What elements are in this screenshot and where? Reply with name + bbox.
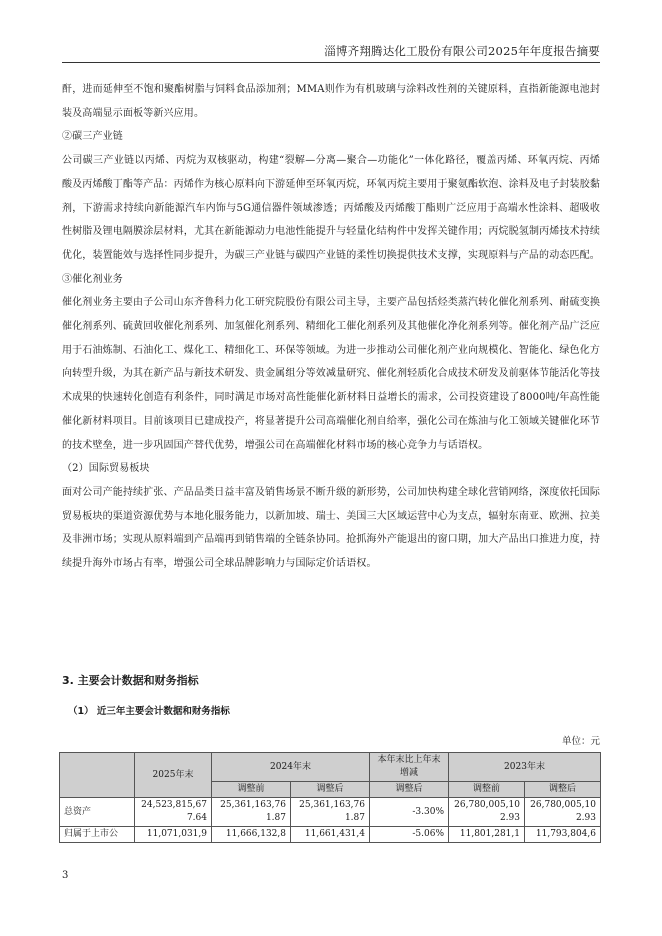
table-row — [60, 798, 601, 827]
body-text — [62, 78, 600, 576]
row-label: 归属于上市公 — [60, 827, 135, 843]
header-2024-after: 调整后 — [291, 782, 370, 798]
cell-2023-before: 26,780,005,102.93 — [449, 798, 525, 827]
header-divider — [62, 62, 600, 63]
cell-2023-after: 11,793,804,6 — [525, 827, 601, 843]
table-row — [60, 827, 601, 843]
row-label: 总资产 — [60, 798, 135, 827]
cell-2024-before: 25,361,163,761.87 — [212, 798, 291, 827]
header-change: 本年末比上年末增减 — [370, 753, 449, 782]
financial-table — [59, 752, 601, 843]
header-blank-cell — [60, 753, 135, 798]
header-2024: 2024年末 — [212, 753, 370, 782]
paragraph-catalyst: 催化剂业务主要由子公司山东齐鲁科力化工研究院股份有限公司主导，主要产品包括烃类蒸汽转化催化剂系列、耐硫变换催化剂系列、硫黄回收催化剂系列、加氢催化剂系列、精细化工催化剂系列及其他催化净化剂系列等。催化剂产品广泛应用于石油炼制、石油化工、煤化工、精细化工、环保等领域。为进一步推动公司催化剂产业向规模化、智能化、绿色化方向转型升级，为其在新产品与新技术研发、贵金属组分等效减量研究、催化剂轻质化合成技术研发及前驱体节能活化等技术成果的快速转化创造有利条件，同时满足市场对高性能催化新材料日益增长的需求，公司投资建设了8000吨/年高性能催化新材料项目。目前该项目已建成投产，将显著提升公司高端催化剂自给率，强化公司在炼油与化工领域关键催化环节的技术壁垒，进一步巩固国产替代优势，增强公司在高端催化材料市场的核心竞争力与话语权。 — [62, 297, 600, 451]
cell-2025: 24,523,815,677.64 — [135, 798, 212, 827]
heading-c3-chain: ②碳三产业链 — [62, 131, 123, 143]
section-title: 3. 主要会计数据和财务指标 — [62, 674, 199, 687]
cell-2024-after: 25,361,163,761.87 — [291, 798, 370, 827]
header-change-after: 调整后 — [370, 782, 449, 798]
cell-2023-after: 26,780,005,102.93 — [525, 798, 601, 827]
header-2024-before: 调整前 — [212, 782, 291, 798]
cell-change: -5.06% — [370, 827, 449, 843]
heading-catalyst: ③催化剂业务 — [62, 273, 123, 285]
header-2025: 2025年末 — [135, 753, 212, 798]
cell-2025: 11,071,031,9 — [135, 827, 212, 843]
paragraph-intl-trade: 面对公司产能持续扩张、产品品类日益丰富及销售场景不断升级的新形势，公司加快构建全球化营销网络，深度依托国际贸易板块的渠道资源优势与本地化服务能力，以新加坡、瑞士、美国三大区域运营中心为支点，辐射东南亚、欧洲、拉美及非洲市场；实现从原料端到产品端再到销售端的全链条协同。抢抓海外产能退出的窗口期，加大产品出口推进力度，持续提升海外市场占有率，增强公司全球品牌影响力与国际定价话语权。 — [62, 486, 600, 570]
subsection-title: （1） 近三年主要会计数据和财务指标 — [68, 706, 230, 717]
header-2023-before: 调整前 — [449, 782, 525, 798]
table-header-row — [60, 753, 601, 782]
cell-change: -3.30% — [370, 798, 449, 827]
page-number: 3 — [62, 870, 69, 881]
header-2023-after: 调整后 — [525, 782, 601, 798]
unit-label: 单位：元 — [561, 736, 600, 747]
paragraph-c4-tail: 酐，进而延伸至不饱和聚酯树脂与饲料食品添加剂；MMA则作为有机玻璃与涂料改性剂的关键原料，直指新能源电池封装及高端显示面板等新兴应用。 — [62, 84, 600, 119]
report-header-title: 淄博齐翔腾达化工股份有限公司2025年年度报告摘要 — [324, 44, 600, 58]
header-2023: 2023年末 — [449, 753, 601, 782]
paragraph-c3-chain: 公司碳三产业链以丙烯、丙烷为双核驱动，构建“裂解—分离—聚合—功能化”一体化路径，覆盖丙烯、环氧丙烷、丙烯酸及丙烯酸丁酯等产品：丙烯作为核心原料向下游延伸至环氧丙烷，环氧丙烷主要用于聚氨酯软泡、涂料及电子封装胶黏剂，下游需求持续向新能源汽车内饰与5G通信器件领域渗透；丙烯酸及丙烯酸丁酯则广泛应用于高端水性涂料、超吸收性树脂及锂电隔膜涂层材料，尤其在新能源动力电池性能提升与轻量化结构件中发挥关键作用；丙烷脱氢制丙烯技术持续优化，装置能效与选择性同步提升，为碳三产业链与碳四产业链的柔性切换提供技术支撑，实现原料与产品的动态匹配。 — [62, 155, 600, 261]
cell-2024-before: 11,666,132,8 — [212, 827, 291, 843]
cell-2023-before: 11,801,281,1 — [449, 827, 525, 843]
heading-intl-trade: （2）国际贸易板块 — [62, 463, 150, 475]
cell-2024-after: 11,661,431,4 — [291, 827, 370, 843]
